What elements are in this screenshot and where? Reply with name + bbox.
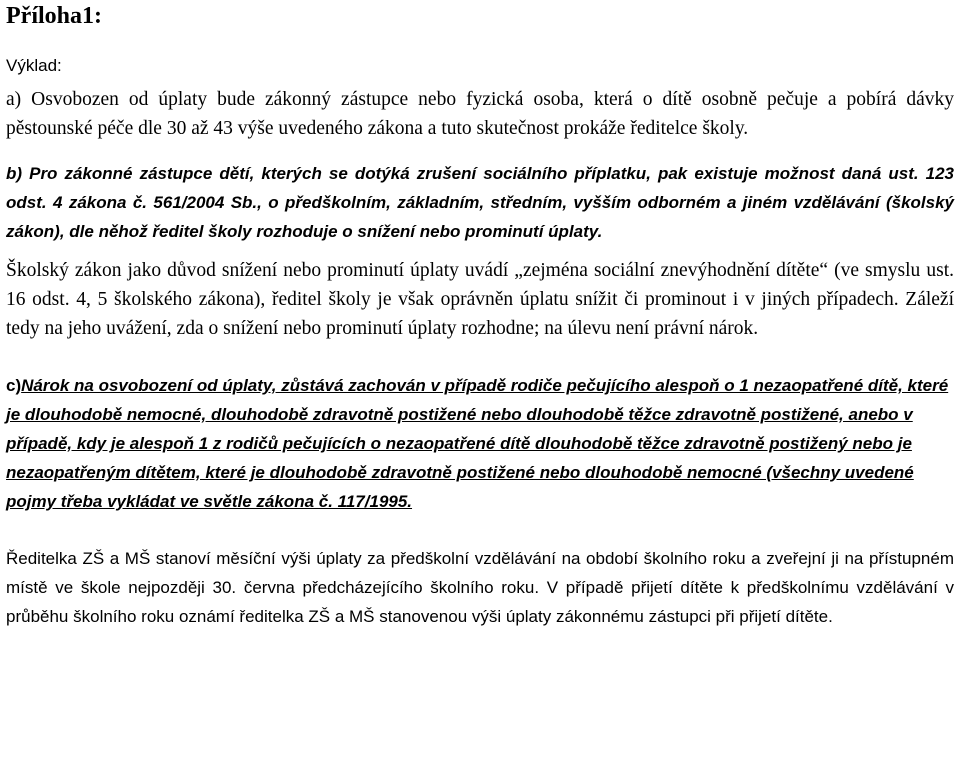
paragraph-b-rest-text: , o předškolním, základním, středním, vyšším odborném a jiném vzdělávání (školský zákon), dle něhož ředitel školy rozhoduje o snížení nebo prominutí úplaty. <box>6 193 954 241</box>
document-title: Příloha1: <box>6 3 102 29</box>
paragraph-d: Ředitelka ZŠ a MŠ stanoví měsíční výši úplaty za předškolní vzdělávání na období školního roku a zveřejní ji na přístupném místě ve škole nejpozději 30. června předcházejícího školního roku. V případě přijetí dítěte k předškolnímu vzdělávání v průběhu školního roku oznámí ředitelka ZŠ a MŠ stanovenou výši úplaty zákonnému zástupci při přijetí dítěte. <box>6 549 954 626</box>
paragraph-c-prefix: c) <box>6 376 22 395</box>
paragraph-b <box>6 159 954 246</box>
section-label: Výklad: <box>6 56 62 75</box>
paragraph-school-law: Školský zákon jako důvod snížení nebo prominutí úplaty uvádí „zejména sociální znevýhodnění dítěte“ (ve smyslu ust. 16 odst. 4, 5 školského zákona), ředitel školy je však oprávněn úplatu snížit či prominout i v jiných případech. Záleží tedy na jeho uvážení, zda o snížení nebo prominutí úplaty rozhodne; na úlevu není právní nárok. <box>6 260 954 339</box>
document-page <box>6 0 954 631</box>
paragraph-a: a) Osvobozen od úplaty bude zákonný zástupce nebo fyzická osoba, která o dítě osobně pečuje a pobírá dávky pěstounské péče dle 30 až 43 výše uvedeného zákona a tuto skutečnost prokáže ředitelce školy. <box>6 89 954 139</box>
paragraph-c <box>6 371 954 516</box>
paragraph-b-bold-text: b) Pro zákonné zástupce dětí, kterých se dotýká zrušení sociálního příplatku, pak existuje možnost daná ust. 123 odst. 4 zákona č. 561/2004 Sb. <box>6 164 954 212</box>
paragraph-c-text: Nárok na osvobození od úplaty, zůstává zachován v případě rodiče pečujícího alespoň o 1 nezaopatřené dítě, které je dlouhodobě nemocné, dlouhodobě zdravotně postižené nebo dlouhodobě těžce zdravotně postižené, anebo v případě, kdy je alespoň 1 z rodičů pečujících o nezaopatřené dítě dlouhodobě těžce zdravotně postižený nebo je nezaopatřeným dítětem, které je dlouhodobě zdravotně postižené nebo dlouhodobě nemocné (všechny uvedené pojmy třeba vykládat ve světle zákona č. 117/1995. <box>6 376 949 511</box>
